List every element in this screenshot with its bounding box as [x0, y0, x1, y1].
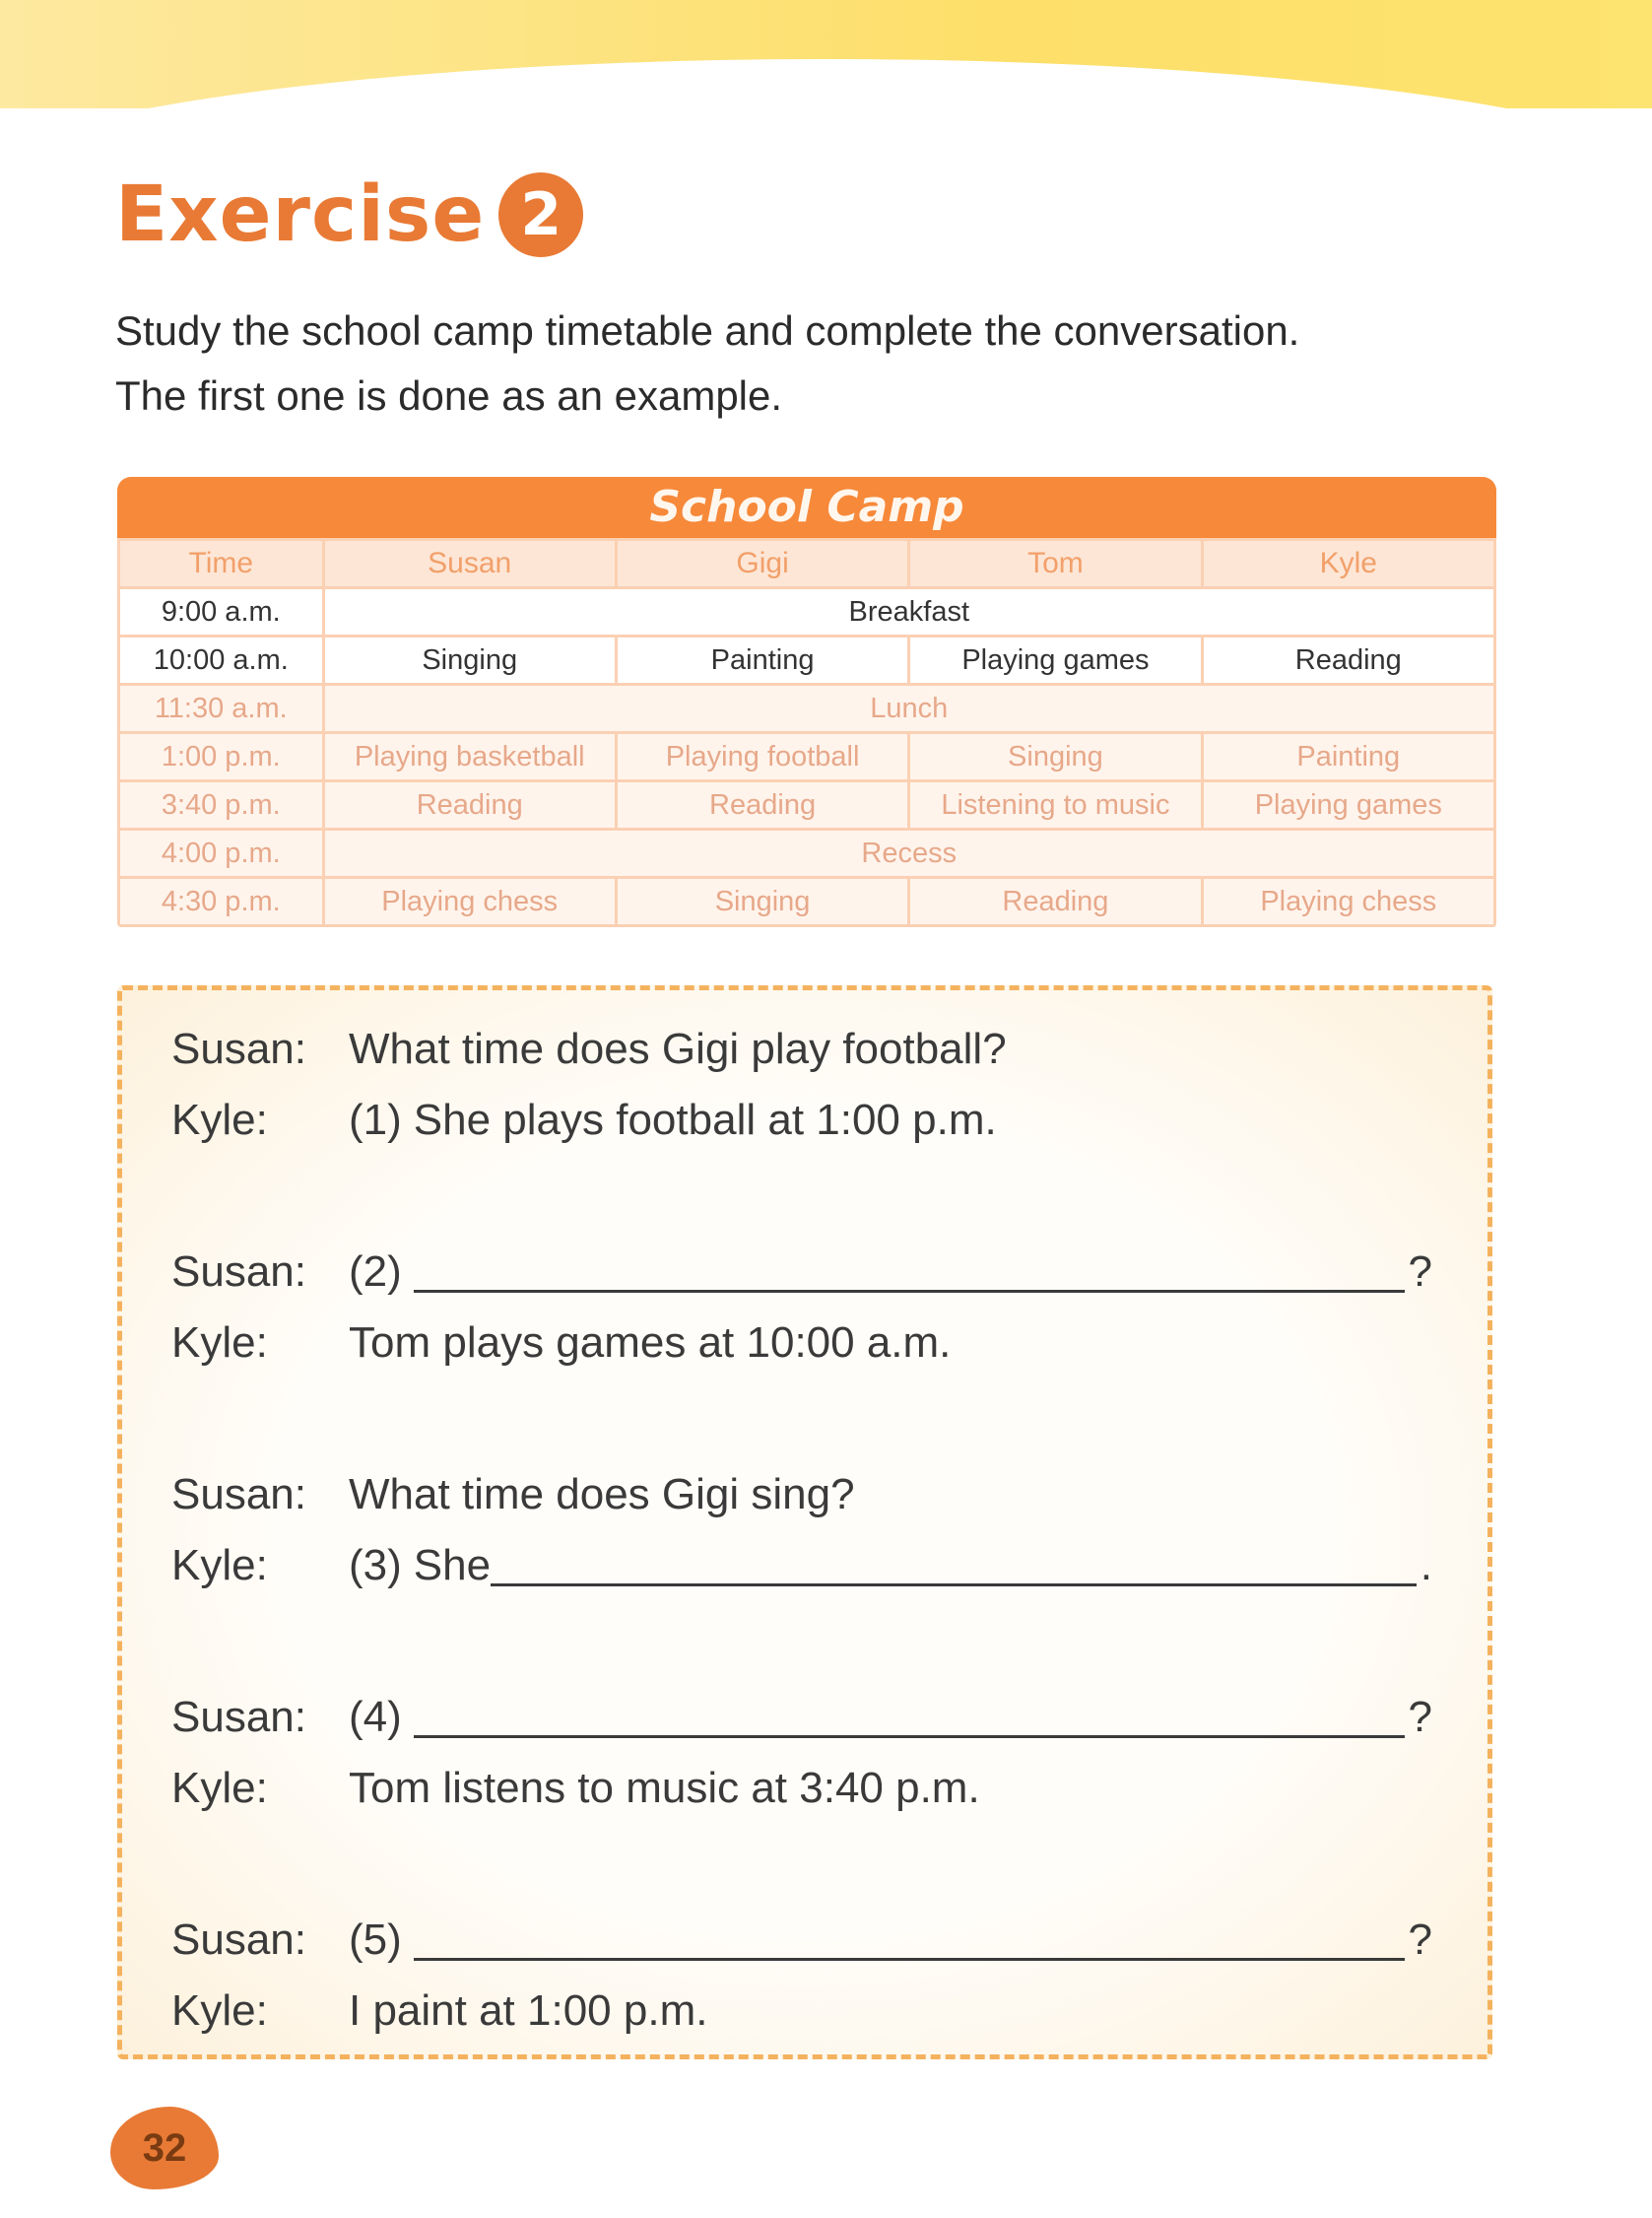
activity-cell: Playing football [618, 734, 907, 779]
timetable-grid [117, 538, 1496, 927]
exercise-word: Exercise [115, 170, 486, 259]
dialog-line [171, 1093, 1432, 1148]
dialog-speech [349, 1318, 1432, 1368]
header-kyle: Kyle [1204, 541, 1493, 586]
activity-cell: Playing basketball [325, 734, 615, 779]
table-row [120, 734, 1493, 779]
dialog-text: What time does Gigi play football? [349, 1025, 1007, 1073]
school-camp-timetable [117, 477, 1496, 927]
dialog-speech [349, 1693, 1432, 1742]
dialog-text: She plays football at 1:00 p.m. [413, 1096, 997, 1144]
time-cell: 9:00 a.m. [120, 589, 322, 635]
question-number: (5) [349, 1916, 402, 1964]
dialog-text: What time does Gigi sing? [349, 1470, 855, 1518]
activity-cell: Singing [618, 879, 907, 924]
activity-cell: Playing chess [325, 879, 615, 924]
speaker-label: Kyle: [171, 1096, 268, 1144]
activity-cell: Playing games [1204, 782, 1493, 828]
time-cell: 11:30 a.m. [120, 686, 322, 731]
table-row [120, 589, 1493, 635]
speaker-label: Susan: [171, 1247, 306, 1296]
activity-cell: Singing [325, 638, 615, 683]
end-punctuation: ? [1408, 1916, 1432, 1964]
activity-cell: Painting [1204, 734, 1493, 779]
instructions [115, 299, 1494, 429]
page-number: 32 [110, 2107, 219, 2189]
activity-cell-all: Breakfast [325, 589, 1493, 635]
speaker-label: Susan: [171, 1470, 306, 1518]
dialog-speech [349, 1986, 1432, 2036]
dialog-line [171, 1315, 1432, 1371]
speaker-label: Kyle: [171, 1986, 268, 2035]
activity-cell: Playing games [910, 638, 1200, 683]
timetable-title: School Camp [117, 477, 1496, 538]
exercise-number-badge: 2 [498, 172, 583, 257]
activity-cell: Singing [910, 734, 1200, 779]
table-row [120, 831, 1493, 876]
end-punctuation: ? [1408, 1247, 1432, 1296]
end-punctuation: . [1420, 1541, 1432, 1589]
conversation-box [117, 985, 1492, 2059]
dialog-speech [349, 1916, 1432, 1965]
activity-cell: Reading [910, 879, 1200, 924]
time-cell: 4:00 p.m. [120, 831, 322, 876]
instruction-line: Study the school camp timetable and complete the conversation. [115, 307, 1300, 354]
end-punctuation: ? [1408, 1693, 1432, 1741]
dialog-line [171, 1467, 1432, 1522]
speaker-label: Kyle: [171, 1318, 268, 1367]
question-number: (3) [349, 1541, 402, 1589]
activity-cell: Reading [325, 782, 615, 828]
activity-cell: Playing chess [1204, 879, 1493, 924]
speaker-label: Kyle: [171, 1764, 268, 1812]
dialog-line [171, 1983, 1432, 2039]
dialog-speech [349, 1470, 1432, 1519]
activity-cell: Painting [618, 638, 907, 683]
header-gigi: Gigi [618, 541, 907, 586]
dialog-speech [349, 1247, 1432, 1297]
table-row [120, 879, 1493, 924]
dialog-speech [349, 1096, 1432, 1145]
activity-cell-all: Recess [325, 831, 1493, 876]
table-row [120, 638, 1493, 683]
time-cell: 1:00 p.m. [120, 734, 322, 779]
header-susan: Susan [325, 541, 615, 586]
dialog-text: Tom plays games at 10:00 a.m. [349, 1318, 952, 1367]
exercise-heading [115, 166, 583, 264]
speaker-label: Susan: [171, 1025, 306, 1073]
time-cell: 10:00 a.m. [120, 638, 322, 683]
dialog-line [171, 1761, 1432, 1816]
answer-blank[interactable] [414, 1731, 1405, 1738]
header-time: Time [120, 541, 322, 586]
speaker-label: Kyle: [171, 1541, 268, 1589]
header-tom: Tom [910, 541, 1200, 586]
dialog-line [171, 1538, 1432, 1593]
activity-cell: Listening to music [910, 782, 1200, 828]
dialog-line [171, 1022, 1432, 1077]
time-cell: 4:30 p.m. [120, 879, 322, 924]
dialog-text: I paint at 1:00 p.m. [349, 1986, 708, 2035]
question-number: (1) [349, 1096, 402, 1144]
time-cell: 3:40 p.m. [120, 782, 322, 828]
dialog-speech [349, 1541, 1432, 1590]
table-row [120, 686, 1493, 731]
dialog-text: She [413, 1541, 492, 1589]
dialog-line [171, 1244, 1432, 1300]
answer-blank[interactable] [414, 1954, 1405, 1961]
dialog-line [171, 1690, 1432, 1745]
instruction-line: The first one is done as an example. [115, 372, 783, 419]
speaker-label: Susan: [171, 1693, 306, 1741]
dialog-line [171, 1913, 1432, 1968]
answer-blank[interactable] [414, 1286, 1405, 1293]
question-number: (4) [349, 1693, 402, 1741]
timetable-header-row [120, 541, 1493, 586]
speaker-label: Susan: [171, 1916, 306, 1964]
answer-blank[interactable] [491, 1579, 1417, 1586]
activity-cell: Reading [618, 782, 907, 828]
table-row [120, 782, 1493, 828]
activity-cell-all: Lunch [325, 686, 1493, 731]
dialog-speech [349, 1764, 1432, 1813]
activity-cell: Reading [1204, 638, 1493, 683]
question-number: (2) [349, 1247, 402, 1296]
dialog-text: Tom listens to music at 3:40 p.m. [349, 1764, 980, 1812]
dialog-speech [349, 1025, 1432, 1074]
